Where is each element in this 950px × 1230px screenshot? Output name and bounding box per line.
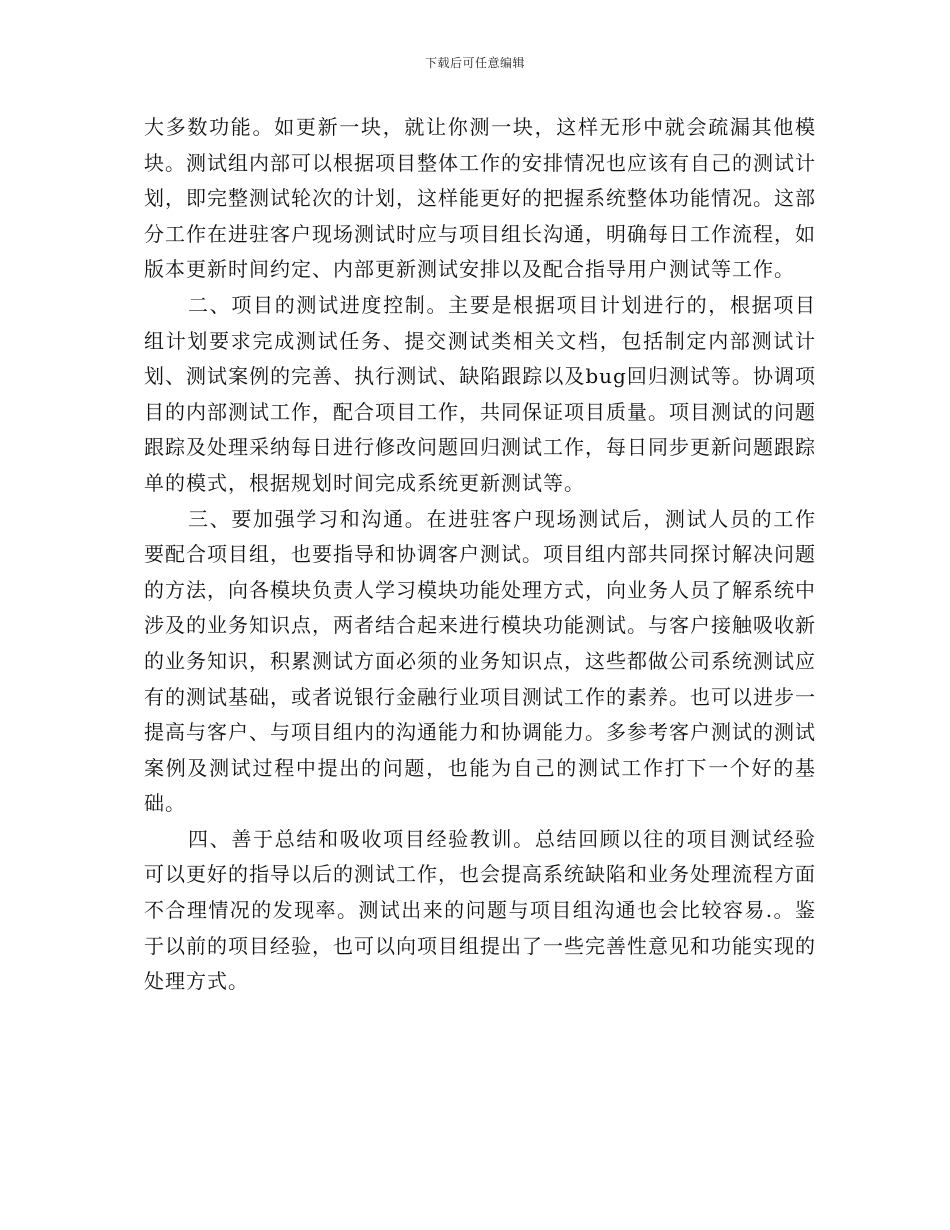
paragraph-learning-communication: 三、要加强学习和沟通。在进驻客户现场测试后，测试人员的工作要配合项目组，也要指导和协调客户测试。项目组内部共同探讨解决问题的方法，向各模块负责人学习模块功能处理方式，向业务人员了解系统中涉及的业务知识点，两者结合起来进行模块功能测试。与客户接触吸收新的业务知识，积累测试方面必须的业务知识点，这些都做公司系统测试应有的测试基础，或者说银行金融行业项目测试工作的素养。也可以进步一提高与客户、与项目组内的沟通能力和协调能力。多参考客户测试的测试案例及测试过程中提出的问题，也能为自己的测试工作打下一个好的基础。 [144, 506, 816, 816]
page-header: 下载后可任意编辑 [424, 56, 525, 70]
paragraph-progress-control: 二、项目的测试进度控制。主要是根据项目计划进行的，根据项目组计划要求完成测试任务、提交测试类相关文档，包括制定内部测试计划、测试案例的完善、执行测试、缺陷跟踪以及bug回归测试等。协调项目的内部测试工作，配合项目工作，共同保证项目质量。项目测试的问题跟踪及处理采纳每日进行修改问题回归测试工作，每日同步更新问题跟踪单的模式，根据规划时间完成系统更新测试等。 [144, 292, 816, 495]
paragraph-continuation: 大多数功能。如更新一块，就让你测一块，这样无形中就会疏漏其他模块。测试组内部可以根据项目整体工作的安排情况也应该有自己的测试计划，即完整测试轮次的计划，这样能更好的把握系统整体功能情况。这部分工作在进驻客户现场测试时应与项目组长沟通，明确每日工作流程，如版本更新时间约定、内部更新测试安排以及配合指导用户测试等工作。 [144, 115, 816, 282]
document-body [144, 110, 816, 1000]
paragraph-lessons-learned: 四、善于总结和吸收项目经验教训。总结回顾以往的项目测试经验可以更好的指导以后的测试工作，也会提高系统缺陷和业务处理流程方面不合理情况的发现率。测试出来的问题与项目组沟通也会比较容易.。鉴于以前的项目经验，也可以向项目组提出了一些完善性意见和功能实现的处理方式。 [144, 826, 816, 994]
